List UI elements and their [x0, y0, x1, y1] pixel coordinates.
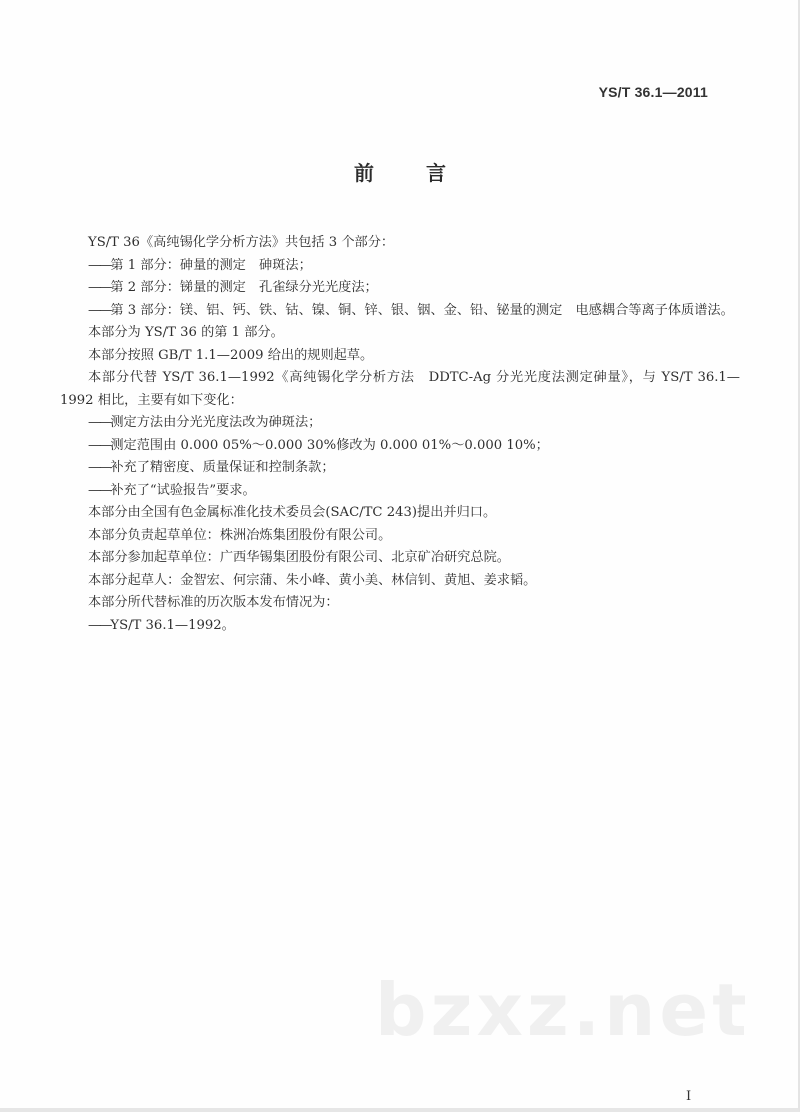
- page-title: [0, 157, 800, 186]
- replaces-paragraph: 本部分代替 YS/T 36.1—1992《高纯锡化学分析方法 DDTC-Ag 分光光度法测定砷量》，与 YS/T 36.1—1992 相比，主要有如下变化：: [60, 370, 740, 408]
- part-item-text: 第 1 部分：砷量的测定 砷斑法；: [110, 257, 312, 273]
- part-item-1: [60, 255, 740, 278]
- history-intro-paragraph: 本部分所代替标准的历次版本发布情况为：: [88, 595, 339, 610]
- part-item-3: [60, 300, 740, 323]
- title-char-2: 言: [426, 161, 446, 185]
- dash-bullet: ——: [88, 257, 111, 273]
- dash-bullet: ——: [88, 437, 111, 453]
- history-item-text: YS/T 36.1—1992。: [110, 617, 235, 633]
- change-item-4: [60, 480, 740, 503]
- page-number: I: [686, 1089, 692, 1104]
- change-item-3: [60, 457, 740, 480]
- standard-code: YS/T 36.1—2011: [598, 84, 708, 100]
- change-item-1: [60, 412, 740, 435]
- dash-bullet: ——: [88, 280, 111, 295]
- dash-bullet: ——: [88, 302, 111, 318]
- title-char-1: 前: [354, 161, 374, 185]
- history-item-1: [60, 615, 740, 638]
- dash-bullet: ——: [88, 415, 111, 430]
- part-item-text: 第 3 部分：镁、铝、钙、铁、钴、镍、铜、锌、银、铟、金、铅、铋量的测定 电感耦合等离子体质谱法。: [110, 302, 734, 318]
- change-item-text: 补充了“试验报告”要求。: [110, 482, 256, 498]
- change-item-text: 测定方法由分光光度法改为砷斑法；: [110, 415, 322, 430]
- dash-bullet: ——: [88, 617, 111, 633]
- watermark: bzxz.net: [375, 968, 751, 1052]
- change-item-text: 补充了精密度、质量保证和控制条款；: [110, 460, 335, 475]
- drafters-paragraph: 本部分起草人：金智宏、何宗蒲、朱小峰、黄小美、林信钊、黄旭、姜求韬。: [88, 572, 537, 588]
- drafting-rule-paragraph: 本部分按照 GB/T 1.1—2009 给出的规则起草。: [88, 347, 374, 363]
- dash-bullet: ——: [88, 482, 111, 498]
- change-item-text: 测定范围由 0.000 05%～0.000 30%修改为 0.000 01%～0.000 10%；: [110, 437, 549, 453]
- responsible-unit-paragraph: 本部分负责起草单位：株洲冶炼集团股份有限公司。: [88, 527, 392, 543]
- intro-paragraph: YS/T 36《高纯锡化学分析方法》共包括 3 个部分：: [88, 235, 395, 250]
- proposed-by-paragraph: 本部分由全国有色金属标准化技术委员会(SAC/TC 243)提出并归口。: [88, 505, 497, 520]
- change-item-2: [60, 435, 740, 458]
- this-part-paragraph: 本部分为 YS/T 36 的第 1 部分。: [88, 325, 284, 340]
- part-item-2: [60, 277, 740, 300]
- part-item-text: 第 2 部分：锑量的测定 孔雀绿分光光度法；: [110, 280, 378, 295]
- participating-units-paragraph: 本部分参加起草单位：广西华锡集团股份有限公司、北京矿冶研究总院。: [88, 550, 510, 565]
- dash-bullet: ——: [88, 460, 111, 475]
- foreword-body: [60, 232, 740, 637]
